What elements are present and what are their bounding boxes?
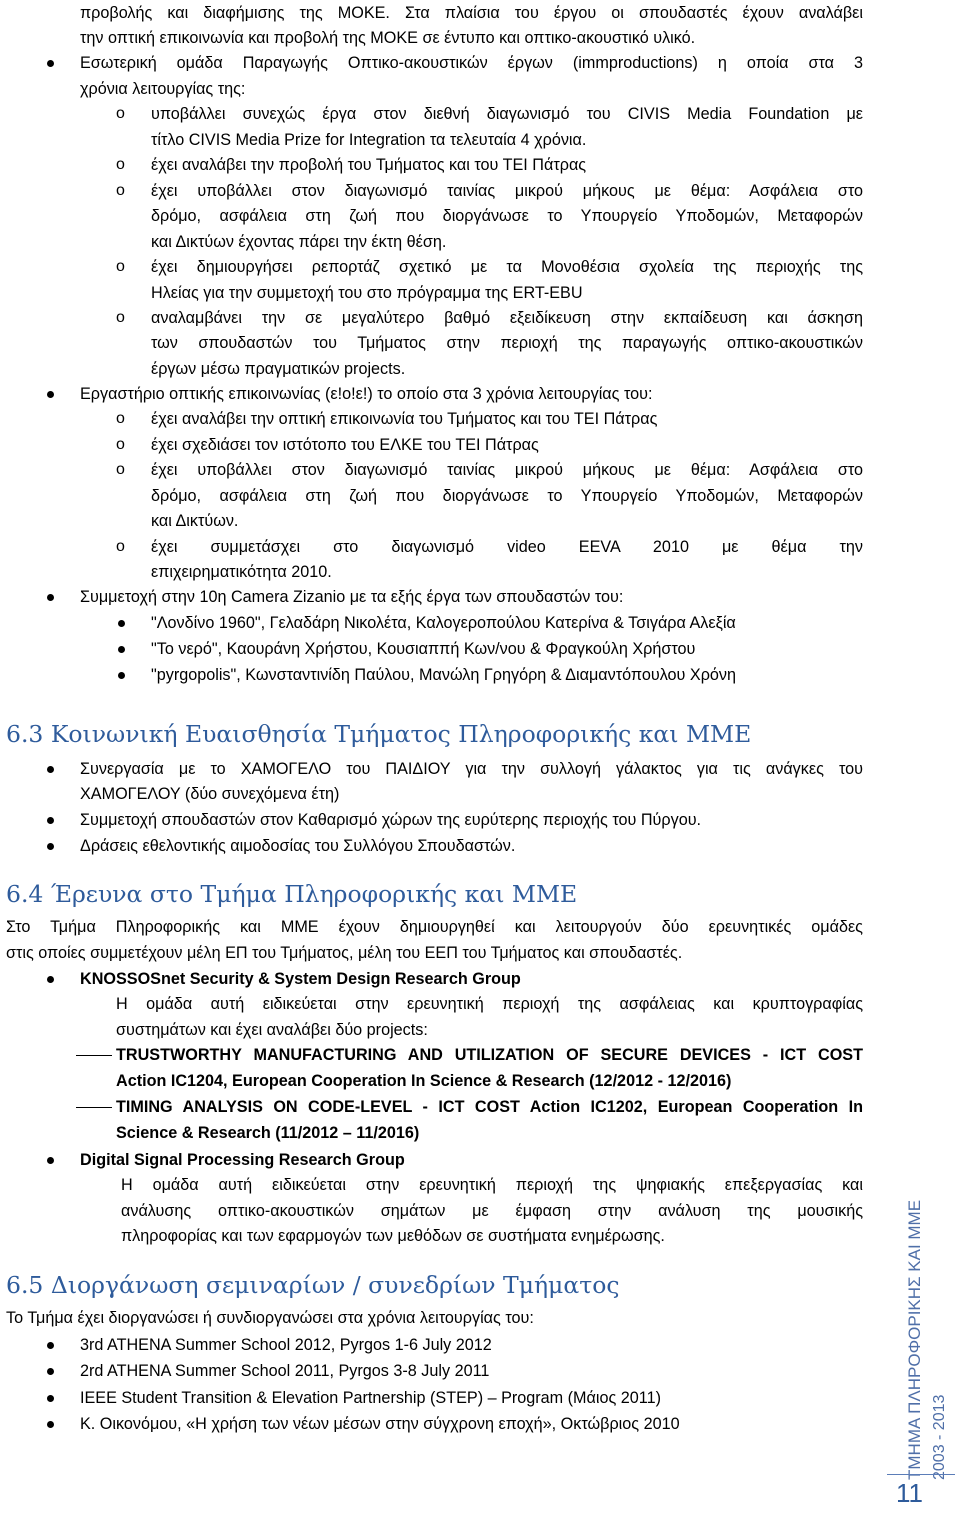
text-line: και Δικτύων.: [151, 512, 239, 530]
sub-list-item: έχει υποβάλλει στον διαγωνισμό ταινίας μικρού μήκους με θέμα: Ασφάλεια στο: [151, 182, 863, 200]
text-line: συστημάτων και έχει αναλάβει δύο projects:: [116, 1021, 428, 1039]
text-line: Η ομάδα αυτή ειδικεύεται στην ερευνητική περιοχή της ψηφιακής επεξεργασίας και: [121, 1176, 863, 1194]
bullet-icon: [47, 1342, 54, 1349]
sub-list-item: υποβάλλει συνεχώς έργα στον διεθνή διαγωνισμό του CIVIS Media Foundation με: [151, 105, 863, 123]
bullet-icon: [47, 817, 54, 824]
bullet-icon: [47, 976, 54, 983]
text-line: των σπουδαστών του Τμήματος στην περιοχή της παραγωγής οπτικο-ακουστικών: [151, 334, 863, 352]
sub-list-item: "pyrgopolis", Κωνσταντινίδη Παύλου, Μανώλη Γρηγόρη & Διαμαντόπουλου Χρόνη: [151, 666, 737, 684]
bullet-icon: [47, 1395, 54, 1402]
section-heading: 6.4 Έρευνα στο Τμήμα Πληροφορικής και ΜΜΕ: [6, 880, 578, 908]
page-number: 11: [896, 1478, 923, 1508]
research-group-title: Digital Signal Processing Research Group: [80, 1151, 405, 1169]
sub-list-item: "Το νερό", Καουράνη Χρήστου, Κουσιαππή Κων/νου & Φραγκούλη Χρήστου: [151, 640, 696, 658]
circle-bullet-icon: o: [116, 105, 125, 122]
bullet-icon: [47, 766, 54, 773]
research-group-title: KNOSSOSnet Security & System Design Research Group: [80, 970, 521, 988]
text-line: δρόμο, ασφάλεια στη ζωή που διοργάνωσε το Υπουργείο Υποδομών, Μεταφορών: [151, 487, 863, 505]
text-line: δρόμο, ασφάλεια στη ζωή που διοργάνωσε το Υπουργείο Υποδομών, Μεταφορών: [151, 207, 863, 225]
list-item: Εσωτερική ομάδα Παραγωγής Οπτικο-ακουστικών έργων (immproductions) η οποία στα 3: [80, 54, 863, 72]
bullet-icon: [47, 60, 54, 67]
bullet-icon: [47, 1157, 54, 1164]
list-item: Εργαστήριο οπτικής επικοινωνίας (ε!ο!ε!) το οποίο στα 3 χρόνια λειτουργίας του:: [80, 385, 653, 403]
project-item: TRUSTWORTHY MANUFACTURING AND UTILIZATION OF SECURE DEVICES - ICT COST: [116, 1046, 863, 1064]
text-line: την οπτική επικοινωνία και προβολή της ΜΟΚΕ σε έντυπο και οπτικο-ακουστικό υλικό.: [80, 29, 696, 47]
bullet-icon: [47, 1421, 54, 1428]
project-item: TIMING ANALYSIS ON CODE-LEVEL - ICT COST Action IC1202, European Cooperation In: [116, 1098, 863, 1116]
text-line: Η ομάδα αυτή ειδικεύεται στην ερευνητική περιοχή της ασφάλειας και κρυπτογραφίας: [116, 995, 863, 1013]
list-item: Κ. Οικονόμου, «Η χρήση των νέων μέσων στην σύγχρονη εποχή», Οκτώβριος 2010: [80, 1415, 680, 1433]
paragraph-line: στις οποίες συμμετέχουν μέλη ΕΠ του Τμήματος, μέλη του ΕΕΠ του Τμήματος και σπουδαστές.: [6, 944, 683, 962]
sub-list-item: έχει σχεδιάσει τον ιστότοπο του ΕΛΚΕ του ΤΕΙ Πάτρας: [151, 436, 539, 454]
text-line: προβολής και διαφήμισης της ΜΟΚΕ. Στα πλαίσια του έργου οι σπουδαστές έχουν αναλάβει: [80, 4, 863, 22]
list-item: Δράσεις εθελοντικής αιμοδοσίας του Συλλόγου Σπουδαστών.: [80, 837, 516, 855]
paragraph-line: Στο Τμήμα Πληροφορικής και ΜΜΕ έχουν δημιουργηθεί και λειτουργούν δύο ερευνητικές ομάδες: [6, 918, 863, 936]
text-line: Science & Research (11/2012 – 11/2016): [116, 1124, 420, 1142]
sidebar-years: 2003 - 2013: [931, 1394, 948, 1480]
bullet-icon: [47, 1368, 54, 1375]
dash-bullet-icon: [76, 1055, 112, 1056]
circle-bullet-icon: o: [116, 436, 125, 453]
circle-bullet-icon: o: [116, 410, 125, 427]
circle-bullet-icon: o: [116, 461, 125, 478]
circle-bullet-icon: o: [116, 538, 125, 555]
section-heading: 6.5 Διοργάνωση σεμιναρίων / συνεδρίων Τμήματος: [6, 1271, 620, 1299]
text-line: επιχειρηματικότητα 2010.: [151, 563, 332, 581]
list-item: Συμμετοχή σπουδαστών στον Καθαρισμό χώρων της ευρύτερης περιοχής του Πύργου.: [80, 811, 702, 829]
section-heading: 6.3 Κοινωνική Ευαισθησία Τμήματος Πληροφορικής και ΜΜΕ: [6, 720, 752, 748]
text-line: και Δικτύων έχοντας πάρει την έκτη θέση.: [151, 233, 447, 251]
circle-bullet-icon: o: [116, 258, 125, 275]
text-line: ΧΑΜΟΓΕΛΟΥ (δύο συνεχόμενα έτη): [80, 785, 340, 803]
bullet-icon: [118, 646, 125, 653]
sub-list-item: έχει αναλάβει την οπτική επικοινωνία του Τμήματος και του ΤΕΙ Πάτρας: [151, 410, 658, 428]
bullet-icon: [47, 594, 54, 601]
bullet-icon: [118, 620, 125, 627]
text-line: Action IC1204, European Cooperation In Science & Research (12/2012 - 12/2016): [116, 1072, 732, 1090]
dash-bullet-icon: [76, 1107, 112, 1108]
text-line: έργων μέσω πραγματικών projects.: [151, 360, 406, 378]
sub-list-item: έχει αναλάβει την προβολή του Τμήματος και του ΤΕΙ Πάτρας: [151, 156, 587, 174]
sub-list-item: έχει δημιουργήσει ρεπορτάζ σχετικό με τα Μονοθέσια σχολεία της περιοχής της: [151, 258, 863, 276]
list-item: 3rd ATHENA Summer School 2012, Pyrgos 1-6 July 2012: [80, 1336, 492, 1354]
text-line: πληροφορίας και των εφαρμογών των μεθόδων σε συστήματα ενημέρωσης.: [121, 1227, 665, 1245]
text-line: τίτλο CIVIS Media Prize for Integration τα τελευταία 4 χρόνια.: [151, 131, 587, 149]
text-line: Ηλείας για την συμμετοχή του στο πρόγραμμα της ERT-EBU: [151, 284, 583, 302]
sub-list-item: έχει συμμετάσχει στο διαγωνισμό video EEVA 2010 με θέμα την: [151, 538, 863, 556]
list-item: Συνεργασία με το ΧΑΜΟΓΕΛΟ του ΠΑΙΔΙΟΥ για την συλλογή γάλακτος για τις ανάγκες του: [80, 760, 863, 778]
list-item: IEEE Student Transition & Elevation Partnership (STEP) – Program (Μάιος 2011): [80, 1389, 661, 1407]
list-item: 2rd ATHENA Summer School 2011, Pyrgos 3-8 July 2011: [80, 1362, 490, 1380]
sidebar-divider: [887, 1474, 955, 1475]
circle-bullet-icon: o: [116, 182, 125, 199]
bullet-icon: [47, 391, 54, 398]
bullet-icon: [47, 843, 54, 850]
text-line: χρόνια λειτουργίας της:: [80, 80, 246, 98]
sub-list-item: "Λονδίνο 1960", Γελαδάρη Νικολέτα, Καλογεροπούλου Κατερίνα & Τσιγάρα Αλεξία: [151, 614, 736, 632]
circle-bullet-icon: o: [116, 309, 125, 326]
list-item: Συμμετοχή στην 10η Camera Zizanio με τα εξής έργα των σπουδαστών του:: [80, 588, 624, 606]
circle-bullet-icon: o: [116, 156, 125, 173]
text-line: ανάλυσης οπτικο-ακουστικών σημάτων με έμφαση στην ανάλυση της μουσικής: [121, 1202, 863, 1220]
sub-list-item: αναλαμβάνει την σε μεγαλύτερο βαθμό εξειδίκευση στην εκπαίδευση και άσκηση: [151, 309, 863, 327]
paragraph-line: Το Τμήμα έχει διοργανώσει ή συνδιοργανώσει στα χρόνια λειτουργίας του:: [6, 1309, 534, 1327]
sub-list-item: έχει υποβάλλει στον διαγωνισμό ταινίας μικρού μήκους με θέμα: Ασφάλεια στο: [151, 461, 863, 479]
bullet-icon: [118, 672, 125, 679]
sidebar-department: ΤΜΗΜΑ ΠΛΗΡΟΦΟΡΙΚΗΣ ΚΑΙ ΜΜΕ: [905, 1199, 924, 1480]
